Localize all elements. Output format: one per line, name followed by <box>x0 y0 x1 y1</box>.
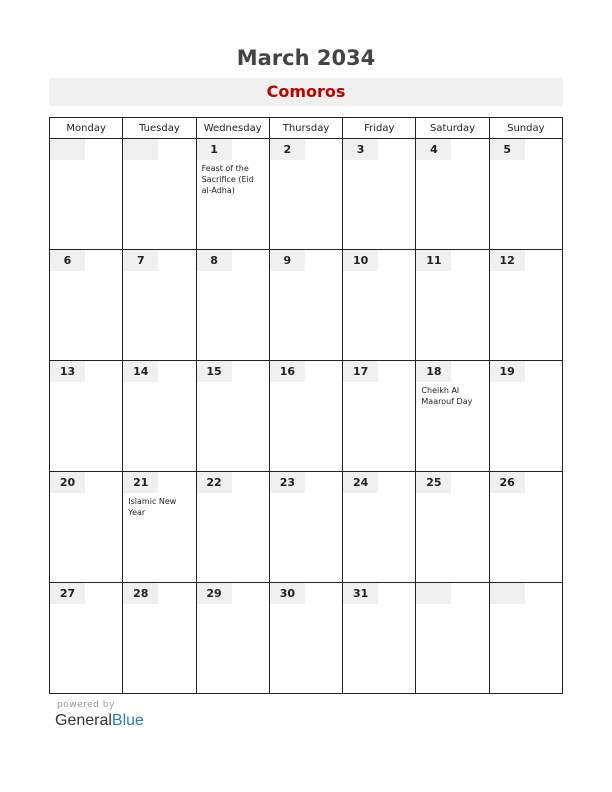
day-number: 21 <box>123 472 158 493</box>
weekday-header: Monday <box>50 118 123 139</box>
day-cell <box>416 361 489 472</box>
day-cell <box>50 583 123 694</box>
day-number: 18 <box>416 361 451 382</box>
day-cell <box>416 139 489 250</box>
day-number: 26 <box>490 472 525 493</box>
day-cell <box>269 250 342 361</box>
day-number: 4 <box>416 139 451 160</box>
day-cell <box>123 583 196 694</box>
weekday-header: Friday <box>343 118 416 139</box>
weekday-header: Thursday <box>269 118 342 139</box>
calendar-grid <box>49 117 563 694</box>
day-cell <box>343 361 416 472</box>
week-row <box>50 250 563 361</box>
day-cell <box>196 583 269 694</box>
day-cell <box>269 139 342 250</box>
weekday-header: Tuesday <box>123 118 196 139</box>
holiday-label: Feast of the Sacrifice (Eid al-Adha) <box>201 164 254 195</box>
day-cell <box>50 472 123 583</box>
day-cell <box>50 361 123 472</box>
day-number: 25 <box>416 472 451 493</box>
day-number: 13 <box>50 361 85 382</box>
day-number: 5 <box>490 139 525 160</box>
day-number: 23 <box>270 472 305 493</box>
day-number: 6 <box>50 250 85 271</box>
day-number: 30 <box>270 583 305 604</box>
week-row <box>50 361 563 472</box>
day-cell <box>50 139 123 250</box>
day-cell <box>196 139 269 250</box>
calendar-body <box>50 139 563 694</box>
weekday-header: Wednesday <box>196 118 269 139</box>
day-cell <box>269 583 342 694</box>
day-number: 31 <box>343 583 378 604</box>
day-cell <box>50 250 123 361</box>
day-cell <box>123 361 196 472</box>
day-cell <box>196 361 269 472</box>
day-cell <box>269 472 342 583</box>
day-cell <box>489 583 562 694</box>
day-cell <box>123 472 196 583</box>
holiday-label: Islamic New Year <box>128 497 177 517</box>
day-number: 10 <box>343 250 378 271</box>
day-cell <box>269 361 342 472</box>
day-number <box>123 139 158 160</box>
day-cell <box>489 250 562 361</box>
day-number: 3 <box>343 139 378 160</box>
day-cell <box>123 139 196 250</box>
week-row <box>50 472 563 583</box>
day-number: 22 <box>197 472 232 493</box>
week-row <box>50 139 563 250</box>
brand-logo <box>55 712 144 730</box>
day-number <box>416 583 451 604</box>
day-number: 28 <box>123 583 158 604</box>
day-cell <box>123 250 196 361</box>
day-cell <box>196 250 269 361</box>
day-cell <box>489 361 562 472</box>
weekday-header: Sunday <box>489 118 562 139</box>
day-number: 24 <box>343 472 378 493</box>
weekday-header-row <box>50 118 563 139</box>
day-number: 19 <box>490 361 525 382</box>
holiday-label: Cheikh Al Maarouf Day <box>421 386 473 406</box>
day-cell <box>343 139 416 250</box>
day-number: 1 <box>197 139 232 160</box>
day-cell <box>489 139 562 250</box>
day-cell <box>416 250 489 361</box>
day-number: 11 <box>416 250 451 271</box>
day-number: 29 <box>197 583 232 604</box>
powered-by-text: powered by <box>57 700 115 710</box>
day-number: 17 <box>343 361 378 382</box>
day-number: 12 <box>490 250 525 271</box>
day-number: 15 <box>197 361 232 382</box>
day-number: 8 <box>197 250 232 271</box>
day-number: 2 <box>270 139 305 160</box>
day-cell <box>343 250 416 361</box>
day-number: 9 <box>270 250 305 271</box>
day-cell <box>416 583 489 694</box>
day-number <box>490 583 525 604</box>
weekday-header: Saturday <box>416 118 489 139</box>
day-number: 7 <box>123 250 158 271</box>
day-number: 16 <box>270 361 305 382</box>
day-number: 20 <box>50 472 85 493</box>
brand-general: General <box>55 712 112 729</box>
day-cell <box>196 472 269 583</box>
day-number: 27 <box>50 583 85 604</box>
country-band <box>49 78 563 106</box>
day-number: 14 <box>123 361 158 382</box>
day-number <box>50 139 85 160</box>
week-row <box>50 583 563 694</box>
day-cell <box>489 472 562 583</box>
day-cell <box>416 472 489 583</box>
day-cell <box>343 472 416 583</box>
brand-blue: Blue <box>111 712 144 729</box>
calendar-title: March 2034 <box>236 46 376 70</box>
day-cell <box>343 583 416 694</box>
country-name: Comoros <box>266 82 346 101</box>
